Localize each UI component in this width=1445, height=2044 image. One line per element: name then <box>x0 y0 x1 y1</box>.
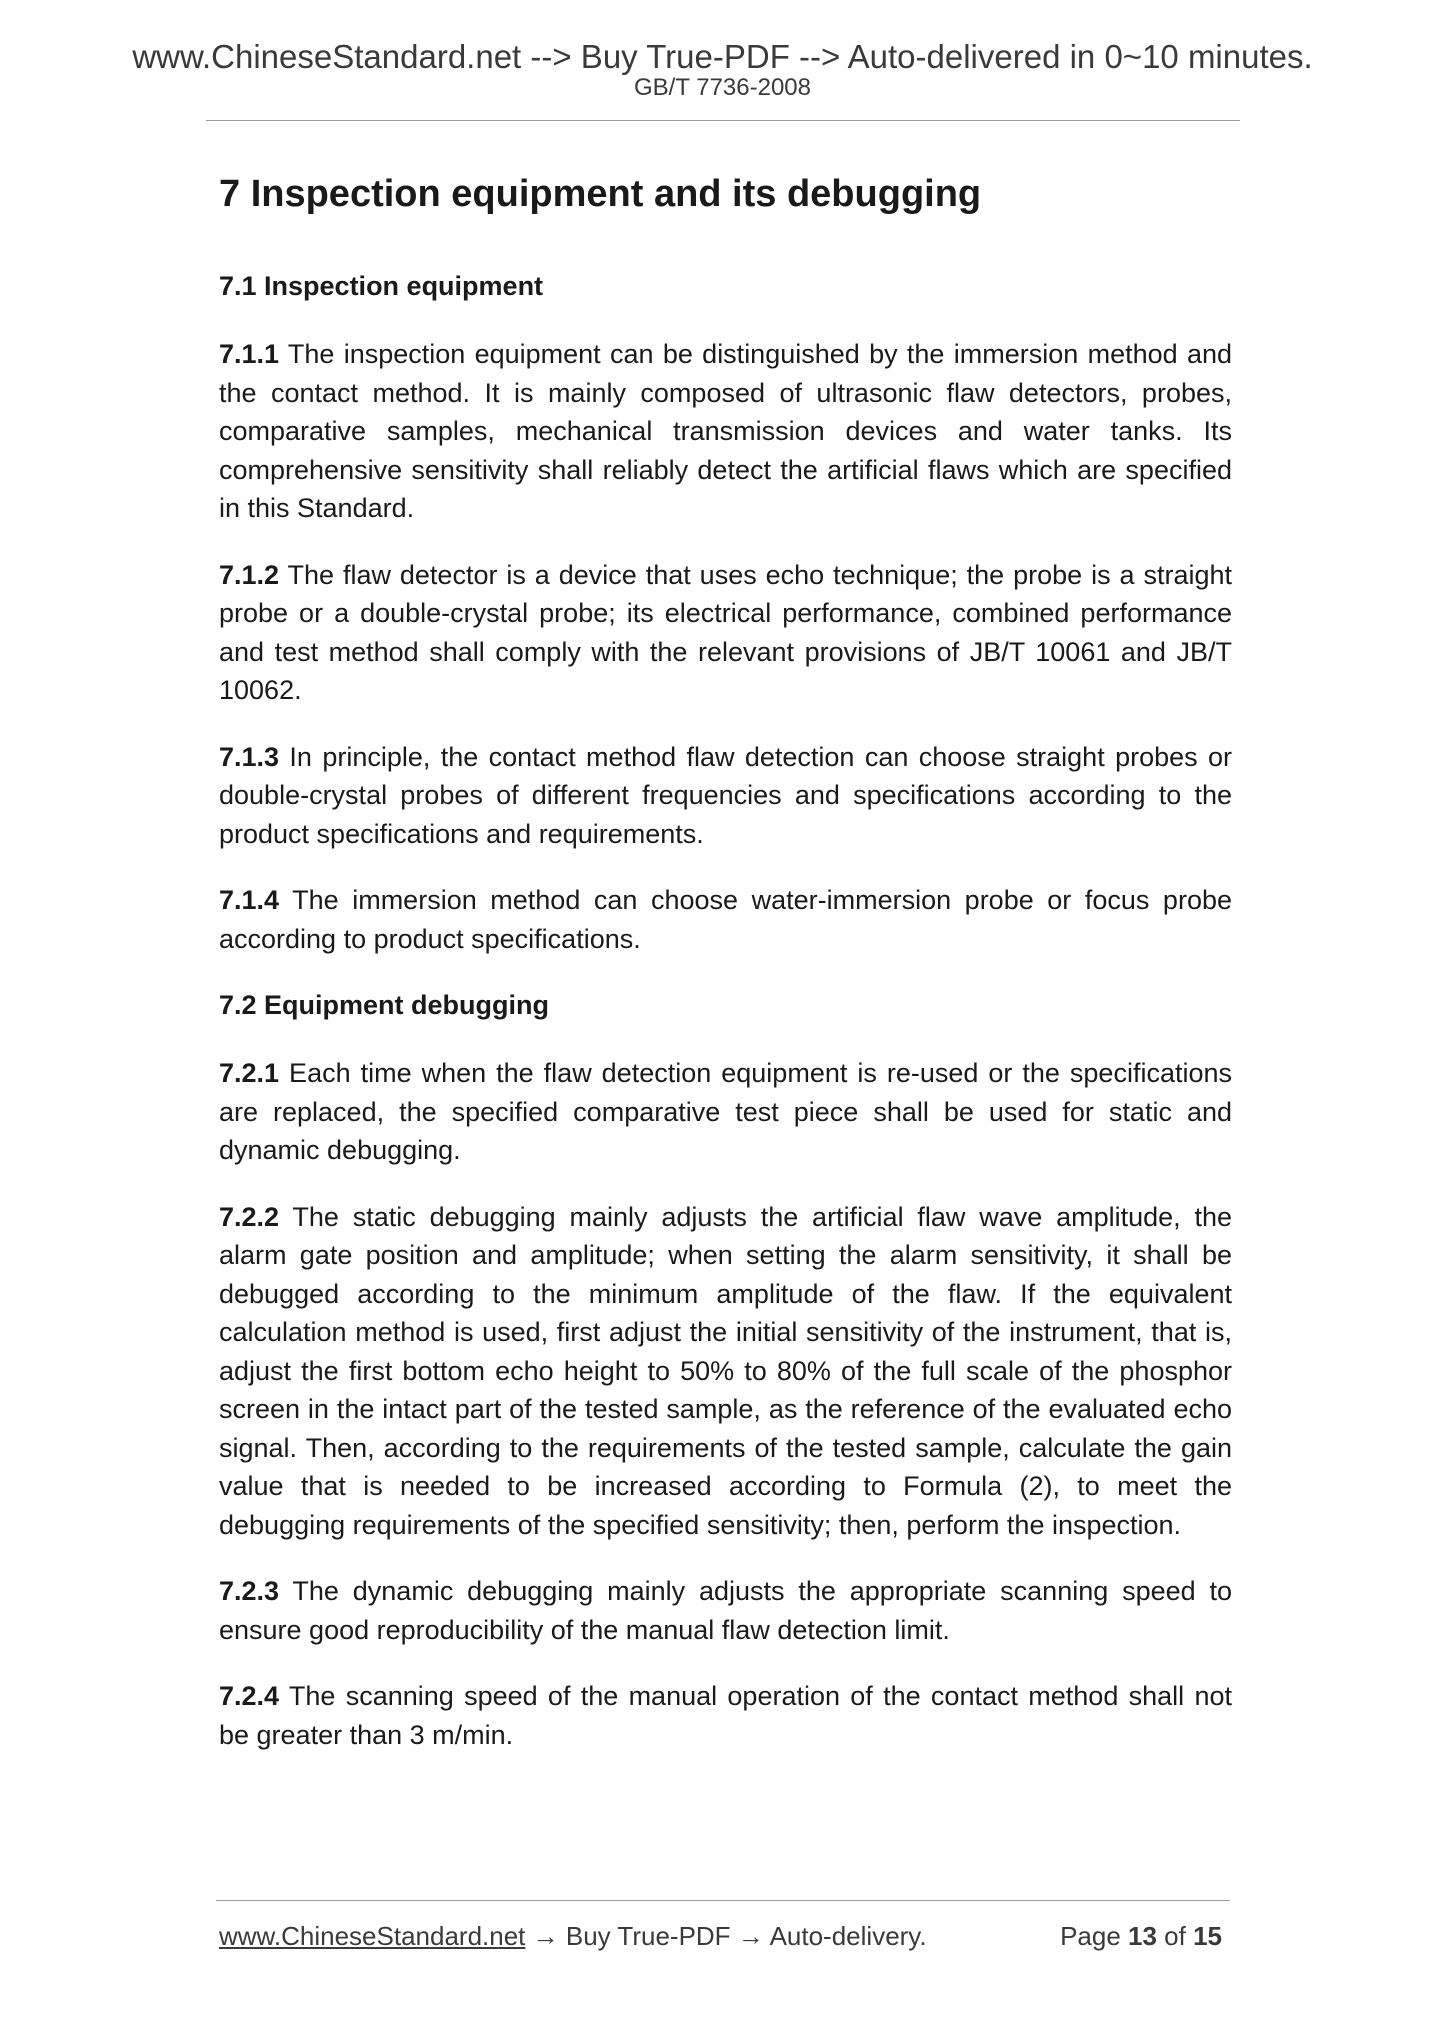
page-total: 15 <box>1193 1921 1222 1951</box>
clause-number: 7.1.3 <box>219 741 280 772</box>
clause-number: 7.2.3 <box>219 1576 280 1606</box>
clause-text: The dynamic debugging mainly adjusts the appropriate scanning speed to ensure good reproducibility of the manual flaw detection limit. <box>219 1576 1232 1645</box>
clause-number: 7.1.2 <box>219 559 280 590</box>
page-label: Page <box>1060 1921 1129 1951</box>
section-title: 7 Inspection equipment and its debugging <box>219 173 982 215</box>
clause-text: The immersion method can choose water-immersion probe or focus probe according to product specifications. <box>219 885 1232 954</box>
subsection-heading-7-2: 7.2 Equipment debugging <box>219 990 549 1020</box>
clause-text: In principle, the contact method flaw detection can choose straight probes or double-crystal probes of different frequencies and specifications according to the product specifications and requirements. <box>219 741 1232 849</box>
clause-text: The static debugging mainly adjusts the artificial flaw wave amplitude, the alarm gate position and amplitude; when setting the alarm sensitivity, it shall be debugged according to the minimum amplitude of the flaw. If the equivalent calculation method is used, first adjust the initial sensitivity of the instrument, that is, adjust the first bottom echo height to 50% to 80% of the full scale of the phosphor screen in the intact part of the tested sample, as the reference of the evaluated echo signal. Then, according to the requirements of the tested sample, calculate the gain value that is needed to be increased according to Formula (2), to meet the debugging requirements of the specified sensitivity; then, perform the inspection. <box>219 1201 1232 1540</box>
subsection-heading-7-1: 7.1 Inspection equipment <box>219 271 544 301</box>
clause-7-2-1 <box>219 1054 1232 1170</box>
clause-7-1-2 <box>219 556 1232 710</box>
clause-text: The inspection equipment can be distinguished by the immersion method and the contact method. It is mainly composed of ultrasonic flaw detectors, probes, comparative samples, mechanical transmission devices and water tanks. Its comprehensive sensitivity shall reliably detect the artificial flaws which are specified in this Standard. <box>219 339 1232 523</box>
page-indicator <box>1060 1921 1222 1952</box>
clause-number: 7.2.4 <box>219 1681 280 1711</box>
clause-number: 7.1.4 <box>219 885 280 915</box>
footer-site-link[interactable]: www.ChineseStandard.net <box>219 1921 526 1951</box>
clause-text: Each time when the flaw detection equipment is re-used or the specifications are replaced, the specified comparative test piece shall be used for static and dynamic debugging. <box>219 1058 1232 1165</box>
page-current: 13 <box>1128 1921 1157 1951</box>
header-banner: www.ChineseStandard.net --> Buy True-PDF --> Auto-delivered in 0~10 minutes. <box>132 38 1313 75</box>
clause-text: The flaw detector is a device that uses echo technique; the probe is a straight probe or a double-crystal probe; its electrical performance, combined performance and test method shall comply with the relevant provisions of JB/T 10061 and JB/T 10062. <box>219 559 1232 705</box>
clause-number: 7.2.1 <box>219 1058 280 1088</box>
clause-number: 7.1.1 <box>219 339 280 369</box>
footer-tagline: → Buy True-PDF → Auto-delivery. <box>525 1921 927 1951</box>
footer-divider <box>216 1900 1230 1901</box>
clause-7-2-3 <box>219 1572 1232 1649</box>
page-of: of <box>1156 1921 1194 1951</box>
clause-7-1-4 <box>219 881 1232 958</box>
clause-7-2-4 <box>219 1677 1232 1754</box>
clause-7-2-2 <box>219 1198 1232 1545</box>
clause-number: 7.2.2 <box>219 1201 280 1232</box>
header-divider <box>206 120 1240 121</box>
clause-7-1-3 <box>219 738 1232 854</box>
footer-promo <box>219 1921 927 1952</box>
clause-7-1-1 <box>219 335 1232 528</box>
document-body <box>219 168 1232 1782</box>
clause-text: The scanning speed of the manual operation of the contact method shall not be greater than 3 m/min. <box>219 1681 1232 1750</box>
standard-number: GB/T 7736-2008 <box>633 74 811 101</box>
